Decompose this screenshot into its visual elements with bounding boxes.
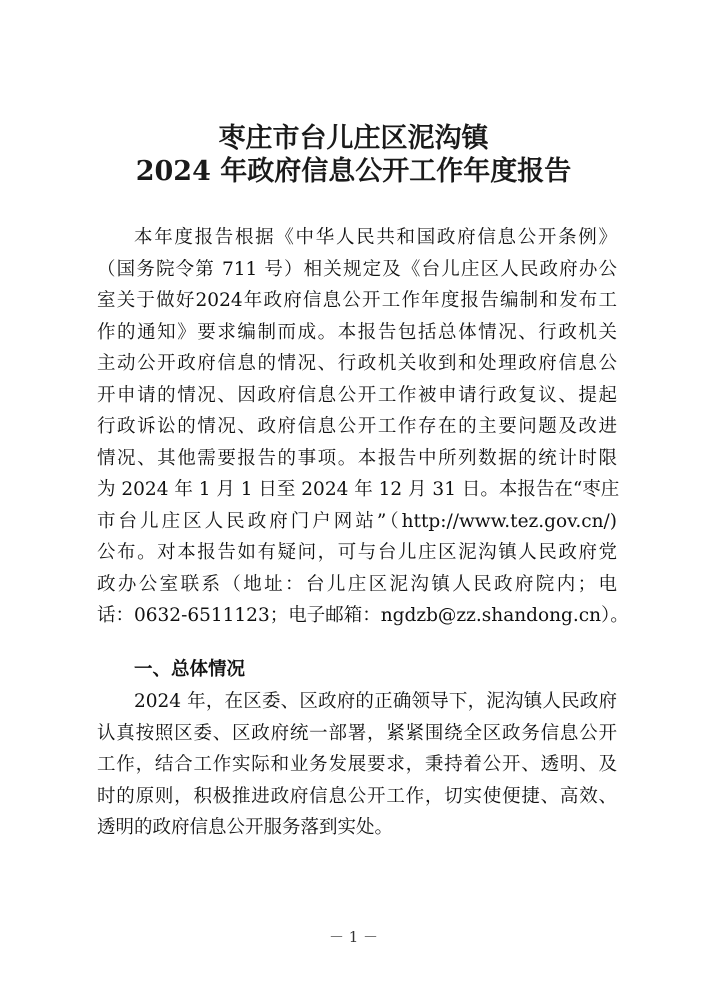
overview-line: 2024 年，在区委、区政府的正确领导下，泥沟镇人民政府 (134, 691, 617, 712)
intro-line: 作的通知》要求编制而成。本报告包括总体情况、行政机关 (97, 321, 617, 343)
intro-line: 公布。对本报告如有疑问，可与台儿庄区泥沟镇人民政府党 (97, 542, 617, 563)
overview-line: 透明的政府信息公开服务落到实处。 (97, 817, 394, 838)
page-number: － 1 － (328, 928, 379, 946)
intro-line: 主动公开政府信息的情况、行政机关收到和处理政府信息公 (97, 353, 617, 374)
intro-line: 政办公室联系（地址：台儿庄区泥沟镇人民政府院内；电 (97, 573, 617, 595)
intro-line: 为 2024 年 1 月 1 日至 2024 年 12 月 31 日。本报告在“枣庄 (97, 479, 620, 500)
intro-line: 行政诉讼的情况、政府信息公开工作存在的主要问题及改进 (97, 416, 617, 437)
overview-paragraph (97, 686, 617, 844)
report-title-line-1: 枣庄市台儿庄区泥沟镇 (218, 123, 489, 154)
intro-paragraph (97, 222, 629, 632)
intro-line: 本年度报告根据《中华人民共和国政府信息公开条例》 (134, 227, 617, 248)
report-title-line-2: 2024 年政府信息公开工作年度报告 (135, 156, 572, 187)
overview-line: 认真按照区委、区政府统一部署，紧紧围绕全区政务信息公开 (97, 722, 617, 744)
intro-line: 室关于做好2024年政府信息公开工作年度报告编制和发布工 (97, 290, 617, 311)
intro-line: 开申请的情况、因政府信息公开工作被申请行政复议、提起 (97, 384, 617, 406)
section-heading-overview: 一、总体情况 (134, 659, 246, 680)
intro-line: （国务院令第 711 号）相关规定及《台儿庄区人民政府办公 (97, 258, 617, 280)
intro-line: 情况、其他需要报告的事项。本报告中所列数据的统计时限 (97, 447, 617, 469)
overview-line: 时的原则，积极推进政府信息公开工作，切实使便捷、高效、 (97, 785, 617, 807)
intro-line: 话：0632-6511123；电子邮箱：ngdzb@zz.shandong.cn）。 (97, 605, 629, 626)
overview-line: 工作，结合工作实际和业务发展要求，秉持着公开、透明、及 (97, 754, 617, 775)
intro-line: 市台儿庄区人民政府门户网站”（http://www.tez.gov.cn/) (97, 510, 617, 532)
